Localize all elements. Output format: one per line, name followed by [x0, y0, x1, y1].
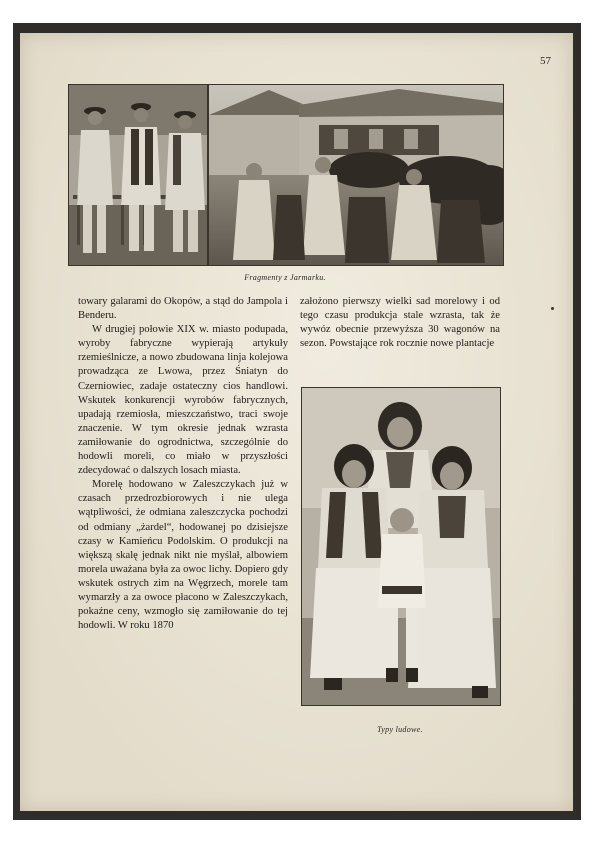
folk-types-photo-caption: Typy ludowe.	[377, 725, 423, 734]
folk-types-photo-image	[302, 388, 500, 705]
folk-types-photo	[301, 387, 501, 706]
text-column-right	[300, 295, 500, 351]
paragraph-1: towary galarami do Okopów, a stąd do Jampola i Benderu.	[78, 296, 288, 322]
market-photo-image	[69, 85, 503, 265]
paragraph-3: Morelę hodowano w Zaleszczykach już w czasach przedrozbiorowych i nie ulega wątpliwości, że odmiana zaleszczycka pochodzi od odmiany „żardel“, hodowanej po dzisiejsze czasy w Kamieńcu Podolskim. O produkcji na większą skalę jednak nikt nie myślał, albowiem morela uważana była za owoc lichy. Dopiero gdy wskutek ostrych zim na Węgrzech, morele tam wymarzły a za owoce płacono w Zaleszczykach, pokaźne ceny, wzmogło się zamiłowanie do tej hodowli. W roku 1870	[78, 479, 288, 632]
paragraph-2: W drugiej połowie XIX w. miasto podupada, wyroby fabryczne wypierają artykuły rzemieślnicze, a nowo zbudowana linja kolejowa prowadząca ze Lwowa, przez Śniatyn do Czerniowiec, zadaje ostateczny cios handlowi. Wskutek konkurencji wyrobów fabrycznych, upadają rzemiosła, mieszczaństwo, traci swoje znaczenie. W tym okresie jednak wzrasta zamiłowanie do ogrodnictwa, szczególnie do hodowli moreli, co miało w przyszłości zdecydować o dalszych losach miasta.	[78, 324, 288, 477]
market-photo-caption: Fragmenty z Jarmarku.	[244, 273, 326, 282]
paragraph-4: założono pierwszy wielki sad morelowy i od tego czasu produkcja stale wzrasta, tak że wywóz obecnie przewyższa 30 wagonów na sezon. Powstające rok rocznie nowe plantacje	[300, 296, 500, 350]
market-photo	[68, 84, 504, 266]
page-speck	[551, 307, 554, 310]
text-column-left	[78, 295, 288, 633]
page-number: 57	[540, 55, 551, 67]
book-page	[20, 33, 573, 811]
